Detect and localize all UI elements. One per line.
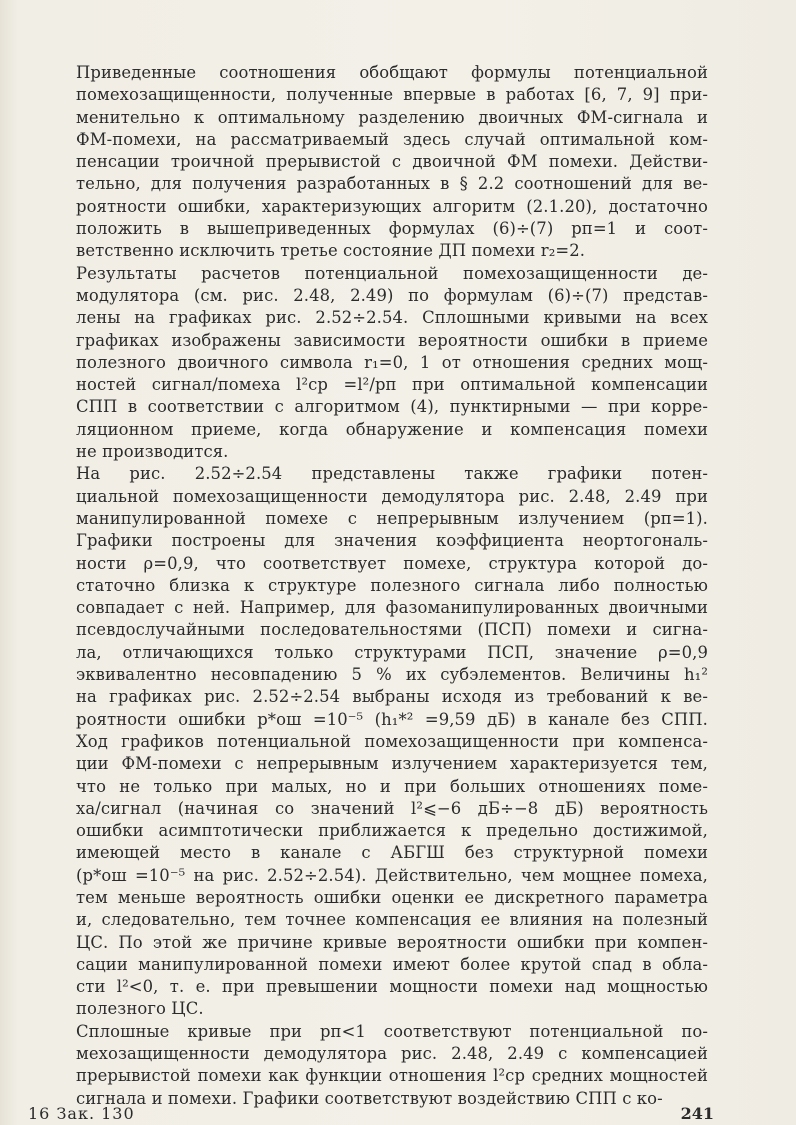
text-line: модулятора (см. рис. 2.48, 2.49) по формулам (6)÷(7) представ-: [76, 285, 708, 305]
text-line: сигнала и помехи. Графики соответствуют воздействию СПП с ко-: [76, 1088, 663, 1108]
text-line: манипулированной помехе с непрерывным излучением (pп=1).: [76, 508, 708, 528]
text-line: циальной помехозащищенности демодулятора рис. 2.48, 2.49 при: [76, 486, 708, 506]
text-line: лены на графиках рис. 2.52÷2.54. Сплошными кривыми на всех: [76, 308, 708, 328]
paragraph: [76, 1021, 708, 1110]
text-line: псевдослучайными последовательностями (ПСП) помехи и сигна-: [76, 620, 708, 640]
text-line: ла, отличающихся только структурами ПСП, значение ρ=0,9: [76, 642, 708, 662]
text-line: ветственно исключить третье состояние ДП помехи r₂=2.: [76, 241, 586, 261]
text-line: статочно близка к структуре полезного сигнала либо полностью: [76, 575, 708, 595]
page-footer: [28, 1098, 714, 1122]
text-line: Результаты расчетов потенциальной помехозащищенности де-: [76, 263, 708, 283]
text-line: положить в вышеприведенных формулах (6)÷(7) pп=1 и соот-: [76, 219, 708, 239]
text-line: Графики построены для значения коэффициента неортогональ-: [76, 531, 708, 551]
text-line: ха/сигнал (начиная со значений l²⩽−6 дБ÷−8 дБ) вероятность: [76, 798, 708, 818]
text-line: ляционном приеме, когда обнаружение и компенсация помехи: [76, 419, 708, 439]
text-line: тем меньше вероятность ошибки оценки ее дискретного параметра: [76, 887, 708, 907]
text-line: ности ρ=0,9, что соответствует помехе, структура которой до-: [76, 553, 708, 573]
paragraph: [76, 463, 708, 1020]
text-line: и, следовательно, тем точнее компенсация ее влияния на полезный: [76, 910, 708, 930]
text-line: менительно к оптимальному разделению двоичных ФМ-сигнала и: [76, 107, 708, 127]
text-line: совпадает с ней. Например, для фазоманипулированных двоичными: [76, 598, 708, 618]
text-line: Ход графиков потенциальной помехозащищенности при компенса-: [76, 731, 708, 751]
text-line: мехозащищенности демодулятора рис. 2.48, 2.49 с компенсацией: [76, 1044, 708, 1064]
text-line: эквивалентно несовпадению 5 % их субэлементов. Величины h₁²: [76, 665, 708, 685]
text-line: Сплошные кривые при pп<1 соответствуют потенциальной по-: [76, 1021, 708, 1041]
body-text: [76, 62, 708, 1110]
text-line: полезного ЦС.: [76, 999, 204, 1019]
text-line: пенсации троичной прерывистой с двоичной ФМ помехи. Действи-: [76, 152, 708, 172]
page-number: 241: [680, 1104, 714, 1123]
text-line: на графиках рис. 2.52÷2.54 выбраны исходя из требований к ве-: [76, 687, 708, 707]
text-line: графиках изображены зависимости вероятности ошибки в приеме: [76, 330, 708, 350]
printer-signature: 16 Зак. 130: [28, 1104, 135, 1123]
text-line: тельно, для получения разработанных в § 2.2 соотношений для ве-: [76, 174, 708, 194]
text-line: Приведенные соотношения обобщают формулы потенциальной: [76, 63, 708, 82]
text-line: полезного двоичного символа r₁=0, 1 от отношения средних мощ-: [76, 352, 708, 372]
text-line: сации манипулированной помехи имеют более крутой спад в обла-: [76, 954, 708, 974]
text-line: имеющей место в канале с АБГШ без структурной помехи: [76, 843, 708, 863]
text-line: роятности ошибки, характеризующих алгоритм (2.1.20), достаточно: [76, 196, 708, 216]
text-line: помехозащищенности, полученные впервые в работах [6, 7, 9] при-: [76, 85, 708, 105]
text-line: ФМ-помехи, на рассматриваемый здесь случай оптимальной ком-: [76, 129, 708, 149]
text-line: ЦС. По этой же причине кривые вероятности ошибки при компен-: [76, 932, 708, 952]
text-line: что не только при малых, но и при больших отношениях поме-: [76, 776, 708, 796]
text-line: сти l²<0, т. е. при превышении мощности помехи над мощностью: [76, 977, 708, 997]
text-line: ции ФМ-помехи с непрерывным излучением характеризуется тем,: [76, 754, 708, 774]
text-line: СПП в соответствии с алгоритмом (4), пунктирными — при корре-: [76, 397, 708, 417]
text-line: ошибки асимптотически приближается к предельно достижимой,: [76, 821, 708, 841]
text-line: прерывистой помехи как функции отношения l²ср средних мощностей: [76, 1066, 708, 1086]
text-line: На рис. 2.52÷2.54 представлены также графики потен-: [76, 464, 708, 484]
text-line: (p*ош =10⁻⁵ на рис. 2.52÷2.54). Действительно, чем мощнее помеха,: [76, 865, 708, 885]
text-line: не производится.: [76, 442, 229, 462]
paragraph: [76, 263, 708, 464]
text-line: роятности ошибки p*ош =10⁻⁵ (h₁*² =9,59 дБ) в канале без СПП.: [76, 709, 708, 729]
paragraph: [76, 62, 708, 263]
text-line: ностей сигнал/помеха l²ср =l²/pп при оптимальной компенсации: [76, 375, 708, 395]
